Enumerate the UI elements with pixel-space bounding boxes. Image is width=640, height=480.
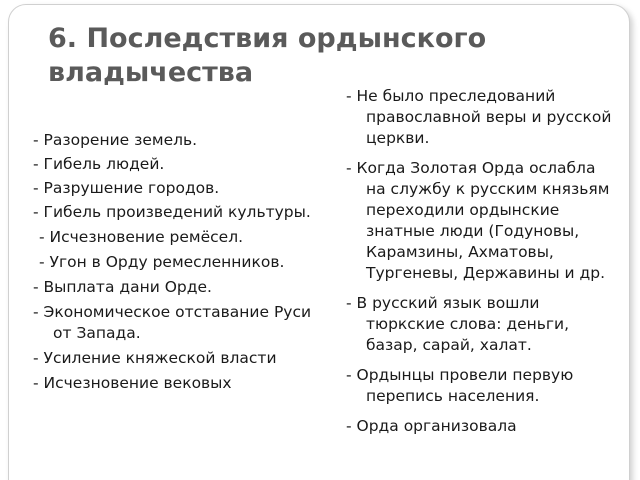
list-item: - Когда Золотая Орда ослабла на службу к русским князьям переходили ордынские знатные люди (Годуновы, Карамзины, Ахматовы, Тургеневы, Державины и др.: [346, 159, 610, 282]
list-item: - Гибель произведений культуры.: [33, 203, 311, 221]
list-item: - Исчезновение ремёсел.: [39, 228, 244, 246]
list-item: - Разорение земель.: [33, 131, 198, 149]
consequences-other-list: [346, 86, 618, 446]
list-item: - Орда организовала: [346, 417, 517, 435]
list-item: - Гибель людей.: [33, 155, 165, 173]
list-item: - Усиление княжеской власти: [33, 349, 277, 367]
list-item: - Исчезновение вековых: [33, 374, 232, 392]
consequences-negative-list: [33, 130, 323, 398]
list-item: - Разрушение городов.: [33, 179, 220, 197]
list-item: - В русский язык вошли тюркские слова: деньги, базар, сарай, халат.: [346, 294, 570, 354]
list-item: - Ордынцы провели первую перепись населения.: [346, 366, 574, 405]
slide-title: 6. Последствия ордынского владычества: [48, 23, 487, 88]
list-item: - Не было преследований православной веры и русской церкви.: [346, 87, 612, 147]
list-item: - Экономическое отставание Руси от Запада.: [33, 303, 312, 342]
list-item: - Выплата дани Орде.: [33, 278, 212, 296]
list-item: - Угон в Орду ремесленников.: [39, 253, 285, 271]
